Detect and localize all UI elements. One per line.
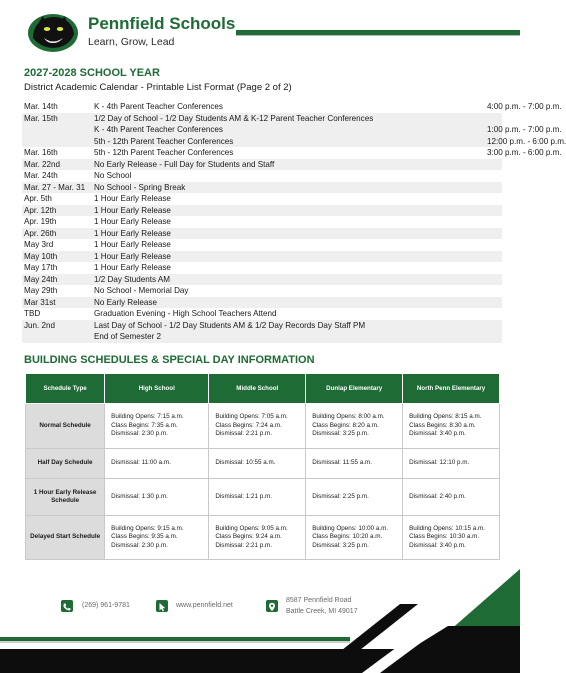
- schedule-column-header: Dunlap Elementary: [306, 374, 403, 404]
- calendar-date: Mar. 15th: [24, 113, 58, 123]
- calendar-event-line: [94, 182, 502, 194]
- calendar-date: May 17th: [24, 263, 58, 272]
- schedule-time-line: Building Opens: 9:15 a.m.: [111, 524, 184, 532]
- schedule-time-line: Class Begins: 8:30 a.m.: [409, 421, 476, 429]
- schedule-cell: [209, 449, 306, 479]
- calendar-row: [22, 251, 502, 263]
- calendar-row: [22, 285, 502, 297]
- calendar-event: No School - Spring Break: [94, 182, 186, 192]
- calendar-event-time: 4:00 p.m. - 7:00 p.m.: [487, 102, 562, 111]
- calendar-event: 1 Hour Early Release: [94, 263, 171, 272]
- calendar-event-line: [94, 193, 502, 205]
- calendar-date: Mar. 27 - Mar. 31: [24, 182, 86, 192]
- calendar-event-line: [94, 239, 502, 251]
- schedule-cell: [209, 404, 306, 449]
- calendar-event: 1 Hour Early Release: [94, 217, 171, 226]
- calendar-row: [22, 297, 502, 309]
- calendar-event: 1 Hour Early Release: [94, 205, 171, 215]
- calendar-date: Apr. 26th: [24, 228, 57, 238]
- schedule-time-line: Dismissal: 2:21 p.m.: [215, 430, 273, 438]
- schedule-cell: [403, 449, 500, 479]
- calendar-event-line: [94, 297, 502, 309]
- calendar-event-line: [94, 170, 502, 182]
- calendar-row: [22, 262, 502, 274]
- schedule-time-line: Dismissal: 12:10 p.m.: [409, 459, 470, 467]
- schedule-time-line: Class Begins: 9:35 a.m.: [111, 533, 178, 541]
- schedule-row: [26, 449, 500, 479]
- calendar-row: [22, 239, 502, 251]
- schedule-cell: [209, 479, 306, 516]
- calendar-date: TBD: [24, 309, 41, 318]
- panther-logo: [27, 12, 79, 54]
- schedule-cell: [403, 404, 500, 449]
- calendar-date: Mar. 22nd: [24, 159, 60, 169]
- calendar-event-time: 3:00 p.m. - 6:00 p.m.: [487, 148, 562, 157]
- schedule-type-label: Normal Schedule: [26, 404, 105, 449]
- schedule-cell: [306, 516, 403, 560]
- calendar-date: Apr. 5th: [24, 194, 52, 203]
- page-header: [0, 0, 520, 62]
- schedule-cell: [105, 449, 209, 479]
- calendar-event-line: [94, 216, 502, 228]
- calendar-date: May 3rd: [24, 240, 54, 249]
- calendar-event: No Early Release: [94, 297, 157, 307]
- calendar-event: No School - Memorial Day: [94, 286, 189, 295]
- schedule-time-line: Dismissal: 2:25 p.m.: [312, 492, 369, 500]
- calendar-date: Apr. 19th: [24, 217, 57, 226]
- schedule-cell: [105, 404, 209, 449]
- calendar-event: 5th - 12th Parent Teacher Conferences: [94, 136, 234, 146]
- calendar-date: Jun. 2nd: [24, 320, 56, 330]
- calendar-event-line: [94, 251, 502, 263]
- calendar-event: End of Semester 2: [94, 332, 162, 341]
- schedule-time-line: Dismissal: 3:25 p.m.: [312, 430, 369, 438]
- schedule-time-line: Building Opens: 9:05 a.m.: [215, 524, 288, 532]
- calendar-date: Mar 31st: [24, 297, 56, 307]
- schedule-time-line: Dismissal: 2:30 p.m.: [111, 541, 168, 549]
- calendar-event-line: [94, 113, 502, 125]
- calendar-event-line: [94, 285, 502, 297]
- address-line-2: Battle Creek, MI 49017: [286, 608, 358, 615]
- schedule-time-line: Building Opens: 7:15 a.m.: [111, 413, 184, 421]
- calendar-event: No Early Release - Full Day for Students and Staff: [94, 159, 275, 169]
- schedule-time-line: Dismissal: 3:25 p.m.: [312, 541, 369, 549]
- schedule-time-line: Dismissal: 1:21 p.m.: [215, 492, 273, 500]
- calendar-event-line: [94, 205, 502, 217]
- schedule-time-line: Dismissal: 2:30 p.m.: [111, 430, 168, 438]
- schedule-column-header: High School: [105, 374, 209, 404]
- calendar-event-line: [94, 101, 562, 113]
- calendar-row: [22, 228, 502, 240]
- calendar-event: K - 4th Parent Teacher Conferences: [94, 102, 223, 111]
- schedule-column-header: Schedule Type: [26, 374, 105, 404]
- calendar-date: Mar. 14th: [24, 102, 58, 111]
- school-year-title: 2027-2028 SCHOOL YEAR: [24, 67, 160, 79]
- footer-decoration: [0, 560, 520, 673]
- calendar-row: [22, 274, 502, 286]
- schedule-cell: [105, 479, 209, 516]
- calendar-row: [22, 101, 562, 113]
- schedule-column-header: Middle School: [209, 374, 306, 404]
- schedule-row: [26, 479, 500, 516]
- calendar-date: May 10th: [24, 251, 58, 261]
- schedule-cell: [306, 449, 403, 479]
- schedule-time-line: Dismissal: 10:55 a.m.: [215, 459, 276, 467]
- schedule-cell: [306, 479, 403, 516]
- calendar-event-line: [94, 136, 566, 148]
- schedule-time-line: Class Begins: 7:24 a.m.: [215, 421, 282, 429]
- calendar-subtitle: District Academic Calendar - Printable List Format (Page 2 of 2): [24, 82, 292, 93]
- calendar-row: [22, 193, 502, 205]
- schedule-type-label: 1 Hour Early Release Schedule: [26, 479, 105, 516]
- calendar-event: K - 4th Parent Teacher Conferences: [94, 125, 223, 134]
- schedule-time-line: Building Opens: 8:00 a.m.: [312, 413, 385, 421]
- calendar-event-line: [94, 147, 562, 159]
- calendar-date: May 29th: [24, 286, 58, 295]
- schedule-cell: [403, 516, 500, 560]
- calendar-event: No School: [94, 171, 132, 180]
- calendar-event: 1 Hour Early Release: [94, 251, 171, 261]
- schedule-cell: [306, 404, 403, 449]
- calendar-row: [22, 308, 502, 320]
- schedule-time-line: Dismissal: 11:00 a.m.: [111, 459, 171, 467]
- calendar-date: May 24th: [24, 274, 58, 284]
- calendar-row: [22, 147, 562, 159]
- calendar-date: Mar. 24th: [24, 171, 58, 180]
- calendar-event: 5th - 12th Parent Teacher Conferences: [94, 148, 234, 157]
- schedule-cell: [209, 516, 306, 560]
- schedule-time-line: Class Begins: 7:35 a.m.: [111, 421, 178, 429]
- calendar-row: [22, 159, 502, 171]
- schedule-row: [26, 404, 500, 449]
- calendar-event: 1 Hour Early Release: [94, 194, 171, 203]
- schedule-time-line: Dismissal: 2:21 p.m.: [215, 541, 273, 549]
- schedule-row: [26, 516, 500, 560]
- calendar-row: [22, 205, 502, 217]
- schedule-time-line: Building Opens: 7:05 a.m.: [215, 413, 288, 421]
- schedule-type-label: Delayed Start Schedule: [26, 516, 105, 560]
- calendar-event-line: [94, 262, 502, 274]
- calendar-event-time: 12:00 p.m. - 6:00 p.m.: [487, 136, 566, 146]
- calendar-event: 1 Hour Early Release: [94, 240, 171, 249]
- calendar-event-line: [94, 331, 502, 343]
- schedule-time-line: Building Opens: 10:00 a.m.: [312, 524, 389, 532]
- schedule-time-line: Building Opens: 8:15 a.m.: [409, 413, 482, 421]
- calendar-row: [22, 113, 566, 148]
- schedule-time-line: Dismissal: 3:40 p.m.: [409, 541, 466, 549]
- calendar-event-line: [94, 320, 502, 332]
- school-tagline: Learn, Grow, Lead: [88, 36, 175, 48]
- schedule-time-line: Class Begins: 10:20 a.m.: [312, 533, 383, 541]
- calendar-event: Graduation Evening - High School Teachers Attend: [94, 309, 277, 318]
- calendar-event-line: [94, 228, 502, 240]
- calendar-date: Apr. 12th: [24, 205, 57, 215]
- schedule-time-line: Class Begins: 10:30 a.m.: [409, 533, 480, 541]
- schedule-time-line: Class Begins: 8:20 a.m.: [312, 421, 379, 429]
- calendar-event-time: 1:00 p.m. - 7:00 p.m.: [487, 125, 562, 134]
- building-schedule-table: [25, 373, 500, 560]
- calendar-list: [22, 101, 566, 343]
- schedule-cell: [105, 516, 209, 560]
- building-schedules-title: BUILDING SCHEDULES & SPECIAL DAY INFORMATION: [24, 354, 315, 366]
- schedule-time-line: Dismissal: 11:55 a.m.: [312, 459, 372, 467]
- calendar-event-line: [94, 308, 502, 320]
- calendar-row: [22, 170, 502, 182]
- calendar-row: [22, 320, 502, 343]
- phone-number: (269) 961-9781: [82, 602, 130, 609]
- schedule-time-line: Dismissal: 1:30 p.m.: [111, 492, 168, 500]
- header-divider: [236, 35, 520, 36]
- website-link[interactable]: www.pennfield.net: [176, 602, 233, 609]
- calendar-event: 1/2 Day Students AM: [94, 274, 171, 284]
- calendar-event: Last Day of School - 1/2 Day Students AM & 1/2 Day Records Day Staff PM: [94, 320, 366, 330]
- calendar-row: [22, 216, 502, 228]
- address-line-1: 8587 Pennfield Road: [286, 597, 352, 604]
- schedule-column-header: North Penn Elementary: [403, 374, 500, 404]
- schedule-time-line: Class Begins: 9:24 a.m.: [215, 533, 282, 541]
- schedule-time-line: Dismissal: 2:40 p.m.: [409, 492, 466, 500]
- schedule-header-row: [26, 374, 500, 404]
- calendar-event: 1 Hour Early Release: [94, 228, 171, 238]
- calendar-row: [22, 182, 502, 194]
- calendar-event-line: [94, 159, 502, 171]
- calendar-event-line: [94, 124, 562, 136]
- school-name: Pennfield Schools: [88, 14, 236, 33]
- calendar-date: Mar. 16th: [24, 148, 58, 157]
- calendar-event: 1/2 Day of School - 1/2 Day Students AM & K-12 Parent Teacher Conferences: [94, 113, 374, 123]
- schedule-cell: [403, 479, 500, 516]
- schedule-type-label: Half Day Schedule: [26, 449, 105, 479]
- calendar-event-line: [94, 274, 502, 286]
- schedule-time-line: Building Opens: 10:15 a.m.: [409, 524, 486, 532]
- schedule-time-line: Dismissal: 3:40 p.m.: [409, 430, 466, 438]
